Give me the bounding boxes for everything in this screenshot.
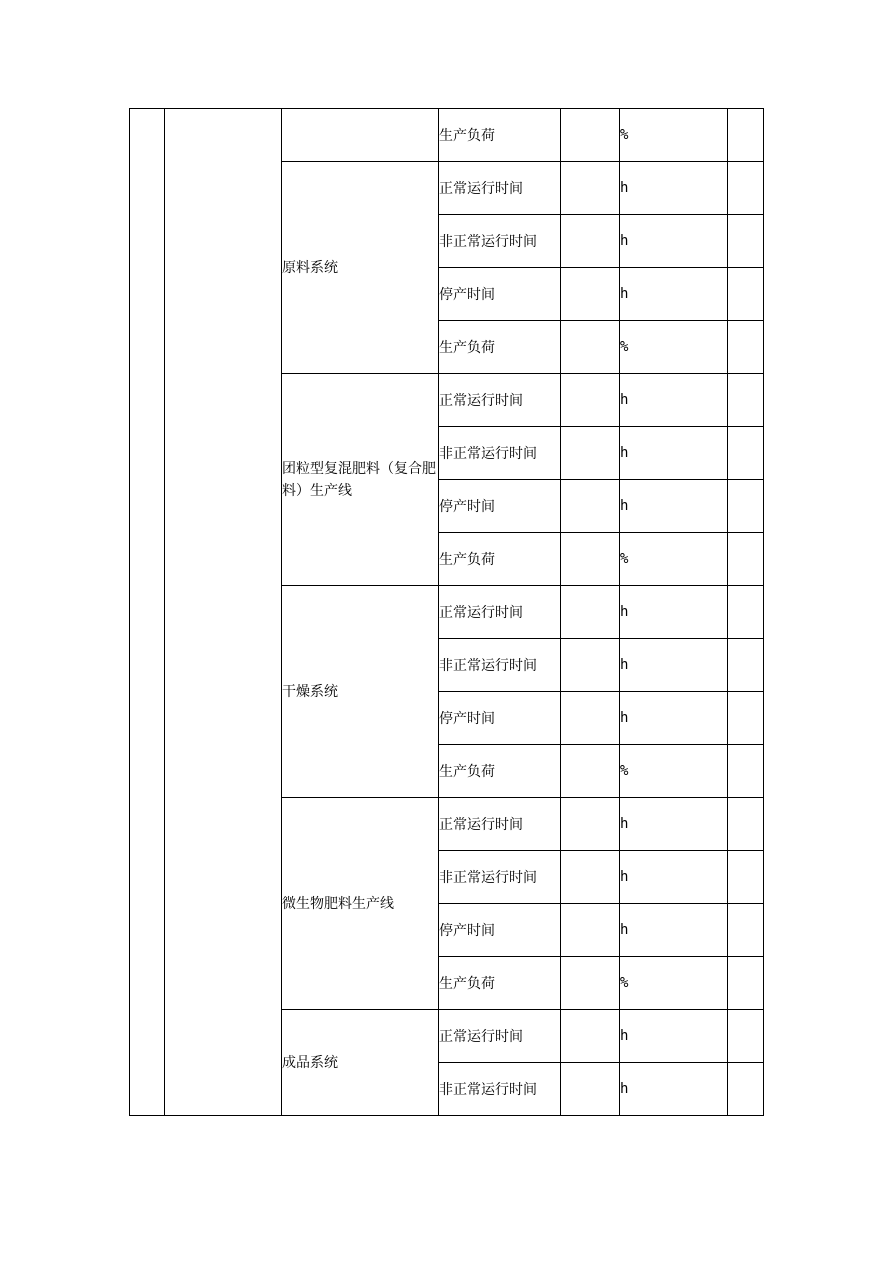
remark-cell — [728, 1010, 764, 1063]
unit-cell: h — [620, 480, 728, 533]
metric-name-cell: 正常运行时间 — [439, 374, 561, 427]
value-cell — [561, 427, 620, 480]
value-cell — [561, 533, 620, 586]
metric-name-cell: 非正常运行时间 — [439, 427, 561, 480]
unit-cell: h — [620, 268, 728, 321]
unit-cell: h — [620, 586, 728, 639]
unit-cell: h — [620, 639, 728, 692]
system-name-cell: 微生物肥料生产线 — [282, 798, 439, 1010]
metric-name-cell: 停产时间 — [439, 692, 561, 745]
table-body — [130, 109, 764, 1116]
metric-name-cell: 生产负荷 — [439, 745, 561, 798]
unit-cell: h — [620, 692, 728, 745]
unit-cell: h — [620, 1063, 728, 1116]
unit-cell: h — [620, 798, 728, 851]
value-cell — [561, 109, 620, 162]
remark-cell — [728, 639, 764, 692]
value-cell — [561, 1010, 620, 1063]
unit-cell: h — [620, 851, 728, 904]
production-time-table — [129, 108, 764, 1116]
remark-cell — [728, 427, 764, 480]
unit-cell: h — [620, 215, 728, 268]
value-cell — [561, 215, 620, 268]
remark-cell — [728, 904, 764, 957]
metric-name-cell: 非正常运行时间 — [439, 851, 561, 904]
system-name-cell: 原料系统 — [282, 162, 439, 374]
unit-cell: h — [620, 427, 728, 480]
remark-cell — [728, 1063, 764, 1116]
remark-cell — [728, 957, 764, 1010]
remark-cell — [728, 745, 764, 798]
value-cell — [561, 639, 620, 692]
remark-cell — [728, 533, 764, 586]
unit-cell: h — [620, 162, 728, 215]
metric-name-cell: 停产时间 — [439, 904, 561, 957]
unit-cell: % — [620, 957, 728, 1010]
metric-name-cell: 正常运行时间 — [439, 162, 561, 215]
metric-name-cell: 生产负荷 — [439, 533, 561, 586]
unit-cell: % — [620, 321, 728, 374]
value-cell — [561, 321, 620, 374]
value-cell — [561, 1063, 620, 1116]
metric-name-cell: 正常运行时间 — [439, 1010, 561, 1063]
remark-cell — [728, 109, 764, 162]
remark-cell — [728, 692, 764, 745]
system-name-cell — [282, 109, 439, 162]
value-cell — [561, 374, 620, 427]
remark-cell — [728, 321, 764, 374]
unit-cell: h — [620, 374, 728, 427]
unit-cell: % — [620, 745, 728, 798]
metric-name-cell: 停产时间 — [439, 480, 561, 533]
metric-name-cell: 生产负荷 — [439, 109, 561, 162]
metric-name-cell: 正常运行时间 — [439, 586, 561, 639]
index-cell — [130, 109, 165, 1116]
value-cell — [561, 851, 620, 904]
value-cell — [561, 745, 620, 798]
value-cell — [561, 692, 620, 745]
metric-name-cell: 非正常运行时间 — [439, 639, 561, 692]
value-cell — [561, 586, 620, 639]
remark-cell — [728, 851, 764, 904]
remark-cell — [728, 480, 764, 533]
metric-name-cell: 非正常运行时间 — [439, 1063, 561, 1116]
system-name-cell: 成品系统 — [282, 1010, 439, 1116]
system-name-cell: 干燥系统 — [282, 586, 439, 798]
unit-cell: h — [620, 904, 728, 957]
remark-cell — [728, 798, 764, 851]
value-cell — [561, 904, 620, 957]
value-cell — [561, 957, 620, 1010]
remark-cell — [728, 268, 764, 321]
value-cell — [561, 162, 620, 215]
metric-name-cell: 生产负荷 — [439, 957, 561, 1010]
table-row — [130, 109, 764, 162]
value-cell — [561, 798, 620, 851]
metric-name-cell: 停产时间 — [439, 268, 561, 321]
remark-cell — [728, 586, 764, 639]
value-cell — [561, 268, 620, 321]
metric-name-cell: 非正常运行时间 — [439, 215, 561, 268]
category-cell — [165, 109, 282, 1116]
system-name-cell: 团粒型复混肥料（复合肥料）生产线 — [282, 374, 439, 586]
unit-cell: h — [620, 1010, 728, 1063]
value-cell — [561, 480, 620, 533]
remark-cell — [728, 374, 764, 427]
metric-name-cell: 生产负荷 — [439, 321, 561, 374]
remark-cell — [728, 162, 764, 215]
metric-name-cell: 正常运行时间 — [439, 798, 561, 851]
remark-cell — [728, 215, 764, 268]
unit-cell: % — [620, 533, 728, 586]
unit-cell: % — [620, 109, 728, 162]
